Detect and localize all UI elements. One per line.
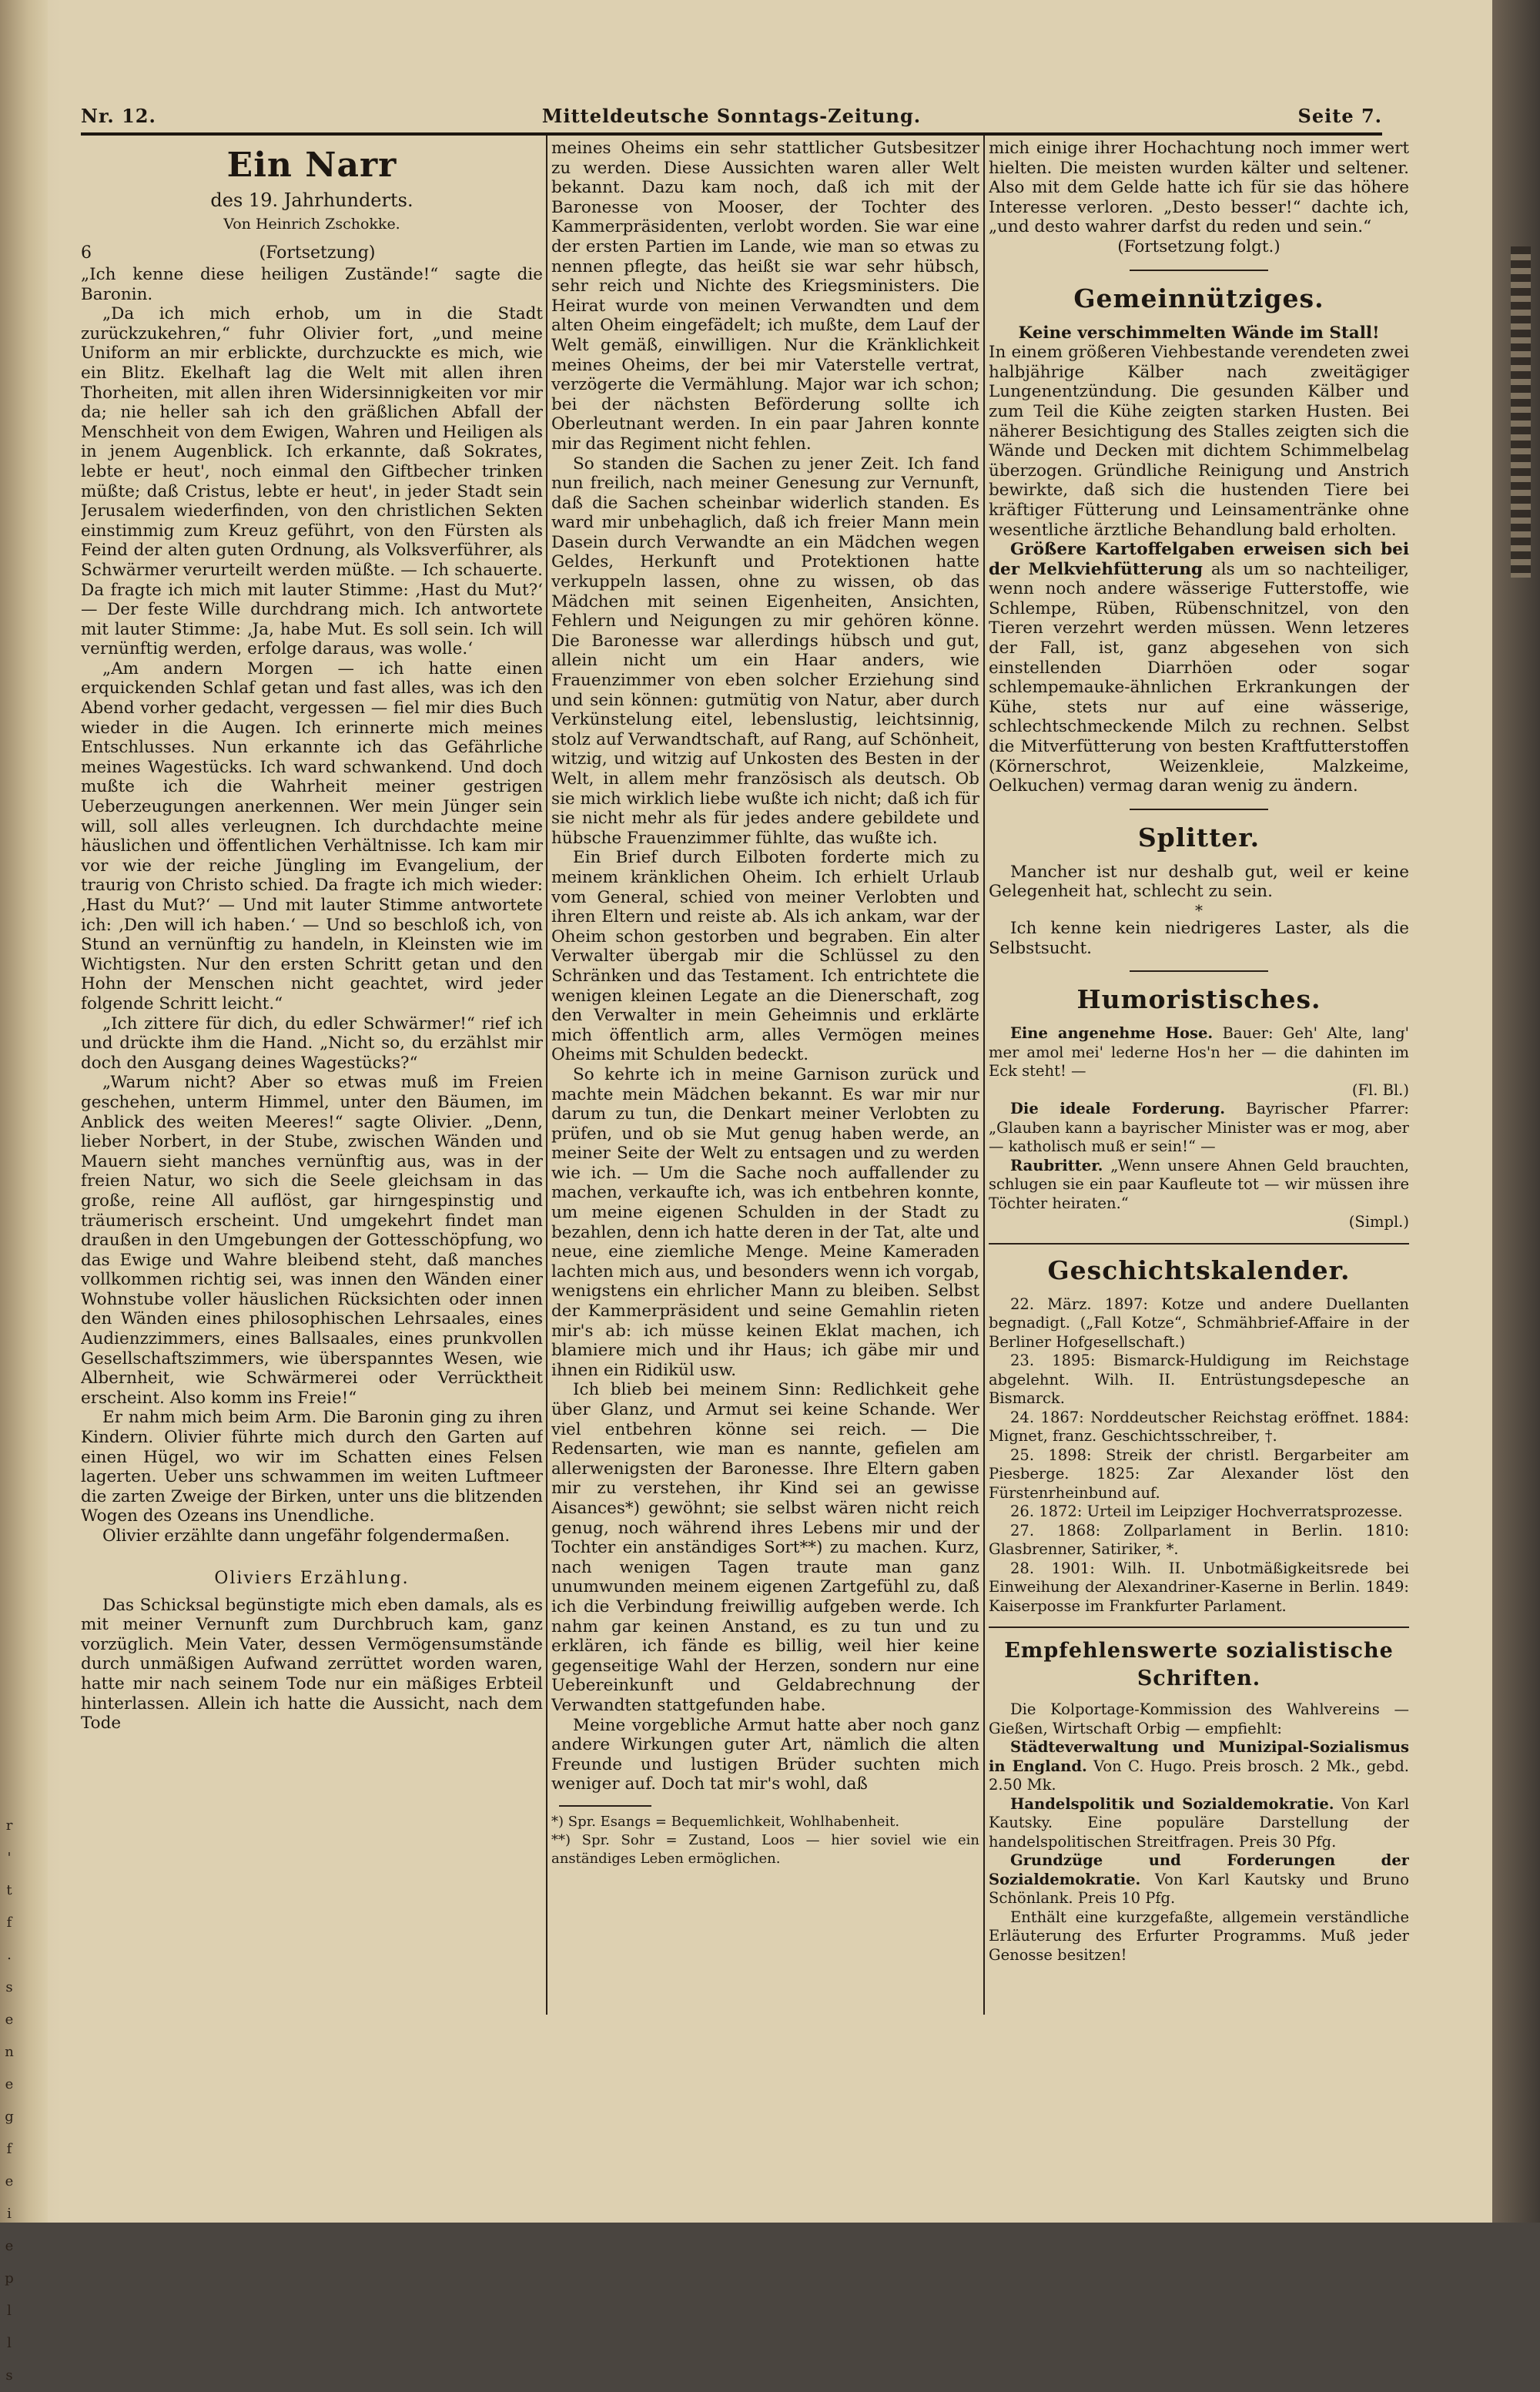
section-heading: Oliviers Erzählung.	[214, 1568, 410, 1588]
calendar-entry: 27. 1868: Zollparlament in Berlin. 1810: Glasbrenner, Satiriker, *.	[989, 1521, 1409, 1559]
continued-note: (Fortsetzung folgt.)	[1117, 236, 1281, 256]
joke-text: Bayrischer Pfarrer: „Glauben kann a bayrischer Minister was er mog, aber — katholisch muß er sein!“ —	[989, 1100, 1409, 1156]
joke-heading: Eine angenehme Hose.	[1010, 1024, 1214, 1043]
story-paragraph: „Da ich mich erhob, um in die Stadt zurückzukehren,“ fuhr Olivier fort, „und meine Uniform an mir erblickte, durchzuckte es mich, wie ein Blitz. Ekelhaft lag die Welt mit allen ihren Thorheiten, mit allen ihren Widersinnigkeiten vor mir da; nie heller sah ich den gräßlichen Abfall der Menschheit von dem Ewigen, Wahren und Heiligen als in jenem Augenblick. Ich erkannte, daß Sokrates, lebte er heut', noch einmal den Giftbecher trinken müßte; daß Cristus, lebte er heut', in jeder Stadt sein Jerusalem wiederfinden, von den christlichen Sekten einstimmig zum Kreuz geführt, von den Fürsten als Feind der alten guten Ordnung, als Volksverführer, als Schwärmer verurteilt werden müßte. — Ich schauerte. Da fragte ich mich mit lauter Stimme: ‚Hast du Mut?‘ — Der feste Wille durchdrang mich. Ich antwortete mit lauter Stimme: ‚Ja, habe Mut. Es soll sein. Ich will vernünftig werden, erfolge daraus, was wolle.‘	[81, 304, 543, 659]
joke-heading: Die ideale Forderung.	[1010, 1100, 1226, 1118]
book-title: Städteverwaltung und Munizipal-Sozialismus in England.	[989, 1738, 1409, 1775]
header-rule	[81, 132, 1382, 136]
book-info: Von Karl Kautsky. Eine populäre Darstellung der handelspolitischen Streitfragen. Preis 30 Pfg.	[989, 1794, 1409, 1851]
page-number: Seite 7.	[1297, 105, 1382, 127]
aphorism: Mancher ist nur deshalb gut, weil er keine Gelegenheit hat, schlecht zu sein.	[989, 862, 1409, 902]
calendar-entry: 26. 1872: Urteil im Leipziger Hochverratsprozesse.	[1010, 1503, 1403, 1521]
section-divider	[1130, 809, 1268, 810]
joke-heading: Raubritter.	[1010, 1156, 1103, 1174]
column-1	[81, 139, 543, 2156]
book-title: Grundzüge und Forderungen der Sozialdemokratie.	[989, 1851, 1409, 1888]
calendar-entry: 23. 1895: Bismarck-Huldigung im Reichstage abgelehnt. Wilh. II. Entrüstungsdepesche an Bismarck.	[989, 1352, 1409, 1408]
binding-fragment-text: r ' t f . s e n e g f e i e p l l s	[5, 1817, 14, 2384]
adjacent-page-edge	[1511, 246, 1531, 578]
story-paragraph: „Ich kenne diese heiligen Zustände!“ sagte die Baronin.	[81, 265, 543, 304]
story-paragraph: So kehrte ich in meine Garnison zurück und machte mein Mädchen bekannt. Es war mir nur darum zu tun, die Denkart meiner Verlobten zu prüfen, und ob sie Mut genug haben werde, an meiner Seite der Welt zu entsagen und zu werden wie ich. — Um die Sache noch auffallender zu machen, verkaufte ich, was ich entbehren konnte, um meine eigenen Schulden in der Stadt zu bezahlen, denn ich hatte deren in der Tat, alte und neue, eine ziemliche Menge. Meine Kameraden lachten mich aus, und besonders wenn ich vorgab, wenigstens ein ehrlicher Mann zu bleiben. Selbst der Kammerpräsident und seine Gemahlin rieten mir's ab: ich müsse keinen Eklat machen, ich blamiere mich und ihr Haus; ich gäbe mir und ihnen ein Ridikül usw.	[551, 1064, 979, 1380]
story-paragraph: So standen die Sachen zu jener Zeit. Ich fand nun freilich, nach meiner Genesung zur Vernunft, daß die Sachen scheinbar widerlich standen. Es ward mir unbehaglich, daß ich freier Mann mein Dasein durch Verwandte an ein Mädchen wegen Geldes, Herkunft und Protektionen hatte verkuppeln lassen, ohne zu wissen, ob das Mädchen mit seinen Eigenheiten, Ansichten, Fehlern und Neigungen zu mir gehören könne. Die Baronesse war allerdings hübsch und gut, allein nicht um ein Haar anders, wie Frauenzimmer von eben solcher Erziehung sind und sein können: gutmütig von Natur, aber durch Verkünstelung eitel, lebenslustig, leichtsinnig, stolz auf Verwandtschaft, auf Rang, auf Schönheit, witzig, und witzig auf Unkosten des Besten in der Welt, in allem mehr französisch als deutsch. Ob sie mich wirklich liebe wußte ich nicht; daß ich für sie nicht mehr als für jedes andere gebildete und hübsche Frauenzimmer fühlte, das wußte ich.	[551, 454, 979, 848]
column-rule-2	[983, 136, 985, 2015]
story-paragraph: Das Schicksal begünstigte mich eben damals, als es mit meiner Vernunft zum Durchbruch kam, ganz vorzüglich. Mein Vater, dessen Vermögensumstände durch unmäßigen Aufwand zerrüttet worden waren, hatte mir nach seinem Tode nur ein mäßiges Erbteil hinterlassen. Allein ich hatte die Aussicht, nach dem Tode	[81, 1595, 543, 1734]
story-title: Ein Narr	[226, 146, 397, 185]
book-title: Handelspolitik und Sozialdemokratie.	[1010, 1794, 1334, 1813]
calendar-entry: 22. März. 1897: Kotze und andere Duellanten begnadigt. („Fall Kotze“, Schmähbrief-Affaire in der Berliner Hofgesellschaft.)	[989, 1295, 1409, 1351]
story-paragraph: „Am andern Morgen — ich hatte einen erquickenden Schlaf getan und fast alles, was ich den Abend vorher gedacht, vergessen — fiel mir dies Buch wieder in die Augen. Ich erinnerte mich meines Entschlusses. Nun erkannte ich das Gefährliche meines Wagestücks. Ich ward schwankend. Und doch mußte ich die Wahrheit meiner gestrigen Ueberzeugungen anerkennen. Wer mein Jünger sein will, soll alles verleugnen. Ich durchdachte meine häuslichen und öffentlichen Verhältnisse. Ich kam mir vor wie der reiche Jüngling im Evangelium, der traurig von Christo schied. Da fragte ich mich wieder: ‚Hast du Mut?‘ — Und mit lauter Stimme antwortete ich: ‚Den will ich haben.‘ — Und so beschloß ich, von Stund an vernünftig zu handeln, in Kleinsten wie im Wichtigsten. Nur den ersten Schritt getan und den Hohn der Menschen nicht geachtet, wird jeder folgende Schritt leicht.“	[81, 658, 543, 1013]
footnote: *) Spr. Esangs = Bequemlichkeit, Wohlhabenheit.	[551, 1813, 900, 1830]
tip-text: als um so nachteiliger, wenn noch andere wässerige Futterstoffe, wie Schlempe, Rüben, Rübenschnitzel, von den Tieren verzehrt werden müssen. Wenn letzeres der Fall, ist, ganz abgesehen von sich einstellenden Diarrhöen oder sogar schlempemauke-ähnlichen Erkrankungen der Kühe, stets nur auf eine wässerige, schlechtschmeckende Milch zu rechnen. Selbst die Mitverfütterung von besten Kraftfutterstoffen (Körnerschrot, Weizenkleie, Malzkeime, Oelkuchen) vermag daran wenig zu ändern.	[989, 559, 1409, 796]
story-paragraph: mich einige ihrer Hochachtung noch immer wert hielten. Die meisten wurden kälter und seltener. Also mit dem Gelde hatte ich für sie das höhere Interesse verloren. „Desto besser!“ dachte ich, „und desto wahrer darfst du reden und sein.“	[989, 139, 1409, 237]
section-divider	[1130, 270, 1268, 271]
splitter-title: Splitter.	[1137, 822, 1260, 853]
story-subtitle: des 19. Jahrhunderts.	[210, 189, 413, 211]
book-info: Von Karl Kautsky und Bruno Schönlank. Preis 10 Pfg.	[989, 1870, 1409, 1908]
story-paragraph: Meine vorgebliche Armut hatte aber noch ganz andere Wirkungen guter Art, nämlich die alten Freunde und lustigen Brüder suchten mich weniger auf. Doch tat mir's wohl, daß	[551, 1715, 979, 1794]
story-paragraph: meines Oheims ein sehr stattlicher Gutsbesitzer zu werden. Diese Aussichten waren aller Welt bekannt. Dazu kam noch, daß ich mit der Baronesse von Mooser, der Tochter des Kammerpräsidenten, verlobt worden. Sie war eine der ersten Partien im Lande, wie man so etwas zu nennen pflegte, das heißt sie war sehr hübsch, sehr reich und Nichte des Kriegsministers. Die Heirat wurde von meinen Verwandten und dem alten Oheim eingefädelt; ich mußte, dem Lauf der Welt gemäß, einwilligen. Nur die Kränklichkeit meines Oheims, der bei mir Vaterstelle vertrat, verzögerte die Vermählung. Major war ich schon; bei der nächsten Beförderung sollte ich Oberleutnant werden. In ein paar Jahren konnte mir das Regiment nicht fehlen.	[551, 139, 979, 454]
section-divider	[989, 1626, 1409, 1628]
tip-text: In einem größeren Viehbestande verendeten zwei halbjährige Kälber nach zweitägiger Lungenentzündung. Die gesunden Kälber und zum Teil die Kühe zeigten starken Husten. Bei näherer Besichtigung des Stalles zeigten sich die Wände und Decken mit dichtem Schimmelbelag überzogen. Gründliche Reinigung und Anstrich bewirkte, daß sich die hustenden Tiere bei kräftiger Fütterung und Leinsamentränke ohne wesentliche ärztliche Behandlung bald erholten.	[989, 343, 1409, 540]
section-divider	[1130, 970, 1268, 972]
calendar-entry: 25. 1898: Streik der christl. Bergarbeiter am Piesberge. 1825: Zar Alexander löst den Fürstenrheinbund auf.	[989, 1446, 1409, 1502]
kalender-title: Geschichtskalender.	[1047, 1255, 1351, 1285]
book-note: Enthält eine kurzgefaßte, allgemein verständliche Erläuterung des Erfurter Programms. Muß jeder Genosse besitzen!	[989, 1908, 1409, 1964]
page-binding	[0, 0, 48, 2384]
footnote-rule	[559, 1805, 651, 1807]
story-paragraph: Olivier erzählte dann ungefähr folgendermaßen.	[102, 1526, 511, 1546]
humor-title: Humoristisches.	[1076, 984, 1321, 1015]
section-divider	[989, 1243, 1409, 1245]
column-rule-1	[546, 136, 547, 2015]
tip-heading: Größere Kartoffelgaben erweisen sich bei der Melkviehfütterung	[989, 540, 1409, 579]
story-paragraph: Er nahm mich beim Arm. Die Baronin ging zu ihren Kindern. Olivier führte mich durch den Garten auf einen Hügel, wo wir im Schatten eines Felsen lagerten. Ueber uns schwammen im weiten Luftmeer die zarten Zweige der Birken, unter uns die blitzenden Wogen des Ozeans ins Unendliche.	[81, 1408, 543, 1526]
aphorism: Ich kenne kein niedrigeres Laster, als die Selbstsucht.	[989, 919, 1409, 958]
joke-source: (Fl. Bl.)	[1351, 1080, 1409, 1099]
issue-number: Nr. 12.	[81, 105, 156, 127]
story-paragraph: Ein Brief durch Eilboten forderte mich zu meinem kränklichen Oheim. Ich erhielt Urlaub vom General, schied von meiner Verlobten und ihren Eltern und reiste ab. Als ich ankam, war der Oheim schon gestorben und begraben. Ein alter Verwalter übergab mir die Schlüssel zu den Schränken und das Testament. Ich entrichtete die wenigen kleinen Legate an die Dienerschaft, zog den Verwalter in mein Geheimnis und erklärte mich öffentlich arm, alles Vermögen meines Oheims mit Schulden bedeckt.	[551, 848, 979, 1065]
story-paragraph: „Ich zittere für dich, du edler Schwärmer!“ rief ich und drückte ihm die Hand. „Nicht so, du erzählst mir doch den Ausgang deines Wagestücks?“	[81, 1013, 543, 1073]
tip-heading: Keine verschimmelten Wände im Stall!	[1018, 323, 1380, 343]
column-3	[989, 139, 1409, 2156]
installment-number: 6	[81, 243, 92, 263]
footnote: **) Spr. Sohr = Zustand, Loos — hier soviel wie ein anständiges Leben ermöglichen.	[551, 1831, 979, 1867]
story-paragraph: „Warum nicht? Aber so etwas muß im Freien geschehen, unterm Himmel, unter den Bäumen, im Anblick des weiten Meeres!“ sagte Olivier. „Denn, lieber Norbert, in der Stube, zwischen Wänden und Mauern sieht manches vernünftig aus, was in der freien Natur, wo sich die Seele gleichsam in das große, reine All auflöst, gar hirngespinstig und träumerisch erscheint. Und umgekehrt findet man draußen in den Umgebungen der Gottesschöpfung, wo das Ewige und Wahre bleibend steht, daß manches vollkommen richtig sei, was innen den Wänden einer Wohnstube voller häuslichen Rücksichten oder innen den Wänden eines philosophischen Lehrsaales, eines Audienzzimmers, eines Ballsaales, eines prunkvollen Gesellschaftszimmers, wie überspanntes Wesen, wie Albernheit, wie Schwärmerei oder Verrücktheit erscheint. Also komm ins Freie!“	[81, 1073, 543, 1408]
schriften-intro: Die Kolportage-Kommission des Wahlvereins — Gießen, Wirtschaft Orbig — empfiehlt:	[989, 1700, 1409, 1737]
newspaper-title: Mitteldeutsche Sonntags-Zeitung.	[541, 105, 922, 127]
schriften-title: Empfehlenswerte sozialistische Schriften.	[1004, 1639, 1394, 1691]
calendar-entry: 24. 1867: Norddeutscher Reichstag eröffnet. 1884: Mignet, franz. Geschichtsschreiber, †.	[989, 1408, 1409, 1446]
separator-star: *	[1195, 901, 1203, 920]
installment-row	[81, 242, 543, 265]
book-info: Von C. Hugo. Preis brosch. 2 Mk., gebd. 2.50 Mk.	[989, 1757, 1409, 1794]
column-2	[551, 139, 979, 2156]
joke-text: „Wenn unsere Ahnen Geld brauchten, schlugen sie ein paar Kaufleute tot — wir müssen ihre Töchter heiraten.“	[989, 1156, 1409, 1212]
story-byline: Von Heinrich Zschokke.	[223, 216, 400, 233]
calendar-entry: 28. 1901: Wilh. II. Unbotmäßigkeitsrede bei Einweihung der Alexandriner-Kaserne in Berlin. 1849: Kaiserposse im Frankfurter Parlament.	[989, 1559, 1409, 1615]
continued-label: (Fortsetzung)	[259, 243, 376, 263]
joke-text: Bauer: Geh' Alte, lang' mer amol mei' lederne Hos'n her — die dahinten im Eck steht! —	[989, 1024, 1409, 1080]
story-paragraph: Ich blieb bei meinem Sinn: Redlichkeit gehe über Glanz, und Armut sei keine Schande. Wer viel entbehren könne sei reich. — Die Redensarten, wie man es nannte, gefielen am allerwenigsten der Baronesse. Ihre Eltern gaben mir zu verstehen, ihr Kind sei an gewisse Aisances*) gewöhnt; sie selbst wären nicht reich genug, noch während ihres Lebens mir und der Tochter ein anständiges Sort**) zu machen. Kurz, nach wenigen Tagen traute man ganz unumwunden meinem eigenen Zartgefühl zu, daß ich die Verbindung freiwillig aufgeben werde. Ich nahm gar keinen Anstand, es zu tun und zu erklären, ich fände es billig, weil hier keine gegenseitige Wahl der Herzen, sondern nur eine Uebereinkunft und Geldabrechnung der Verwandten stattgefunden habe.	[551, 1380, 979, 1715]
joke-source: (Simpl.)	[1348, 1213, 1409, 1231]
gemeinnuetziges-title: Gemeinnütziges.	[1073, 283, 1324, 313]
page-header	[81, 99, 1382, 129]
